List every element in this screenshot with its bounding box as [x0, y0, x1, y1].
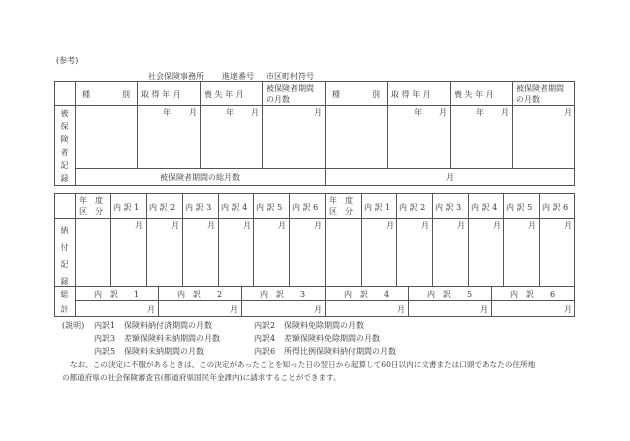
acquired-month-unit: 月	[189, 108, 197, 117]
explanation-label: (説明)	[62, 321, 85, 330]
municipality-code-label: 市区町村符号	[266, 72, 314, 81]
fiscal-year-header-right-line2: 区 分	[329, 207, 353, 216]
grand-total-unit-3: 月	[314, 305, 322, 314]
header-months-line2: の月数	[266, 95, 290, 104]
month-unit-right-2: 月	[421, 221, 429, 230]
header-acquired-right: 取 得 年 月	[391, 90, 431, 99]
total-months-unit: 月	[446, 173, 454, 182]
notice-line-1: なお、この決定に不服があるときは、この決定があったことを知った日の翌日から起算して60日以内に文書または口頭であなたの住所地	[70, 360, 536, 369]
acquired-year-unit: 年	[163, 108, 171, 117]
breakdown-header-right-4: 内 訳 4	[471, 203, 498, 212]
grand-total-breakdown-3: 内 訳 3	[260, 290, 306, 299]
month-unit-2: 月	[171, 221, 179, 230]
breakdown-header-right-6: 内 訳 6	[542, 203, 569, 212]
lost-month-unit-right: 月	[501, 108, 509, 117]
insured-record-side-label: 被 保 険 者 記 録	[60, 109, 69, 183]
breakdown-header-1: 内 訳 1	[113, 203, 140, 212]
month-unit-right-3: 月	[457, 221, 465, 230]
months-unit: 月	[314, 108, 322, 117]
breakdown-header-right-1: 内 訳 1	[364, 203, 391, 212]
grand-total-breakdown-4: 内 訳 4	[344, 290, 390, 299]
explanation-text-3: 差額保険料未納期間の月数	[124, 334, 220, 343]
breakdown-header-2: 内 訳 2	[149, 203, 176, 212]
month-unit-right-5: 月	[528, 221, 536, 230]
header-lost-right: 喪 失 年 月	[454, 90, 494, 99]
grand-total-unit-1: 月	[147, 305, 155, 314]
acquired-month-unit-right: 月	[439, 108, 447, 117]
explanation-text-1: 保険料納付済期間の月数	[124, 321, 212, 330]
months-unit-right: 月	[564, 108, 572, 117]
grand-total-breakdown-1: 内 訳 1	[94, 290, 140, 299]
breakdown-header-3: 内 訳 3	[185, 203, 212, 212]
reference-label: (参考)	[56, 56, 79, 65]
acquired-year-unit-right: 年	[414, 108, 422, 117]
month-unit-5: 月	[278, 221, 286, 230]
lost-month-unit: 月	[251, 108, 259, 117]
breakdown-header-4: 内 訳 4	[221, 203, 248, 212]
explanation-key-2: 内訳2	[254, 321, 276, 330]
explanation-key-6: 内訳6	[254, 347, 276, 356]
explanation-text-4: 差額保険料免除期間の月数	[284, 334, 380, 343]
month-unit-right-1: 月	[386, 221, 394, 230]
grand-total-breakdown-2: 内 訳 2	[177, 290, 223, 299]
fiscal-year-header-line2: 区 分	[79, 207, 103, 216]
month-unit-right-4: 月	[493, 221, 501, 230]
lost-year-unit-right: 年	[476, 108, 484, 117]
office-label: 社会保険事務所	[148, 72, 204, 81]
month-unit-6: 月	[314, 221, 322, 230]
month-unit-1: 月	[135, 221, 143, 230]
payment-record-side-label: 納 付 記 録	[60, 226, 69, 286]
grand-total-breakdown-5: 内 訳 5	[427, 290, 473, 299]
month-unit-4: 月	[243, 221, 251, 230]
header-lost: 喪 失 年 月	[204, 90, 244, 99]
month-unit-3: 月	[207, 221, 215, 230]
breakdown-header-5: 内 訳 5	[256, 203, 283, 212]
breakdown-header-right-5: 内 訳 5	[506, 203, 533, 212]
explanation-key-4: 内訳4	[254, 334, 276, 343]
grand-total-side-label: 総 計	[60, 290, 69, 314]
header-type-right: 種 別	[332, 90, 380, 99]
header-months-line1: 被保険者期間	[266, 84, 314, 93]
notice-line-2: の都道府県の社会保険審査官(都道府県国民年金課内)に請求することができます。	[62, 373, 341, 382]
header-acquired: 取 得 年 月	[141, 90, 181, 99]
lost-year-unit: 年	[226, 108, 234, 117]
header-months-right-line2: の月数	[516, 95, 540, 104]
explanation-key-5: 内訳5	[94, 347, 116, 356]
fiscal-year-header-right-line1: 年 度	[329, 196, 353, 205]
breakdown-header-right-3: 内 訳 3	[435, 203, 462, 212]
explanation-key-1: 内訳1	[94, 321, 116, 330]
explanation-key-3: 内訳3	[94, 334, 116, 343]
explanation-text-5: 保険料未納期間の月数	[124, 347, 204, 356]
grand-total-unit-2: 月	[230, 305, 238, 314]
month-unit-right-6: 月	[564, 221, 572, 230]
breakdown-header-6: 内 訳 6	[292, 203, 319, 212]
explanation-text-2: 保険料免除期間の月数	[284, 321, 364, 330]
grand-total-unit-5: 月	[480, 305, 488, 314]
liaison-number-label: 進達番号	[222, 72, 254, 81]
total-months-label: 被保険者期間の総月数	[160, 173, 240, 182]
header-type: 種 別	[82, 90, 130, 99]
grand-total-unit-6: 月	[564, 305, 572, 314]
header-months-right-line1: 被保険者期間	[516, 84, 564, 93]
grand-total-unit-4: 月	[397, 305, 405, 314]
grand-total-breakdown-6: 内 訳 6	[510, 290, 556, 299]
breakdown-header-right-2: 内 訳 2	[399, 203, 426, 212]
explanation-text-6: 所得比例保険料納付期間の月数	[284, 347, 396, 356]
fiscal-year-header-line1: 年 度	[79, 196, 103, 205]
